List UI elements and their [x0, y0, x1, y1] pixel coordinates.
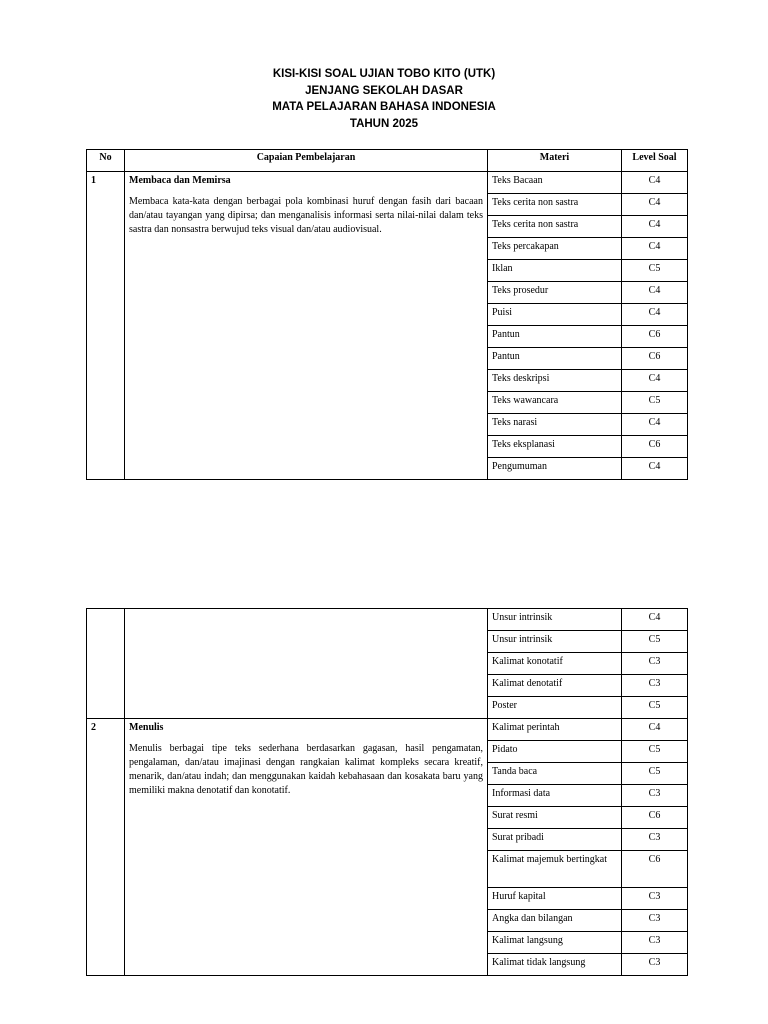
materi-cell: [488, 785, 622, 807]
materi-text: Kalimat denotatif: [492, 678, 563, 689]
materi-cell: [488, 609, 622, 631]
materi-text: Pidato: [492, 744, 518, 755]
capaian-cell: [125, 609, 488, 719]
materi-text: Puisi: [492, 307, 513, 318]
materi-cell: [488, 238, 622, 260]
materi-text: Teks Bacaan: [492, 175, 543, 186]
materi-text: Surat resmi: [492, 810, 538, 821]
column-header-no: No: [87, 150, 125, 172]
materi-cell: [488, 932, 622, 954]
level-cell: C4: [622, 370, 688, 392]
kisi-kisi-table-page-2: [86, 608, 688, 976]
materi-cell: [488, 194, 622, 216]
materi-text: Unsur intrinsik: [492, 612, 553, 623]
level-cell: C6: [622, 348, 688, 370]
materi-text: Pantun: [492, 329, 520, 340]
materi-text: Kalimat majemuk bertingkat: [492, 854, 607, 865]
materi-text: Kalimat perintah: [492, 722, 560, 733]
materi-text: Teks deskripsi: [492, 373, 550, 384]
materi-text: Angka dan bilangan: [492, 913, 573, 924]
materi-text: Unsur intrinsik: [492, 634, 553, 645]
heading-subject: MATA PELAJARAN BAHASA INDONESIA: [272, 101, 496, 113]
materi-text: Tanda baca: [492, 766, 538, 777]
table-row: [87, 719, 688, 741]
table-header-row: [87, 150, 688, 172]
materi-cell: [488, 458, 622, 480]
capaian-cell: [125, 719, 488, 976]
level-cell: C3: [622, 785, 688, 807]
level-cell: C4: [622, 719, 688, 741]
level-cell: C5: [622, 392, 688, 414]
materi-cell: [488, 719, 622, 741]
materi-text: Teks percakapan: [492, 241, 559, 252]
materi-text: Pengumuman: [492, 461, 547, 472]
capaian-description: Membaca kata-kata dengan berbagai pola kombinasi huruf dengan fasih dari bacaan dan/atau tayangan yang dipirsa; dan menganalisis informasi serta nilai-nilai dalam teks sastra dan nonsastra berwujud teks visual dan/atau audiovisual.: [129, 196, 483, 235]
heading-title: KISI-KISI SOAL UJIAN TOBO KITO (UTK): [272, 68, 496, 80]
level-cell: C6: [622, 851, 688, 888]
level-cell: C4: [622, 304, 688, 326]
level-cell: C5: [622, 697, 688, 719]
materi-text: Iklan: [492, 263, 513, 274]
table-row: [87, 172, 688, 194]
materi-cell: [488, 172, 622, 194]
materi-cell: [488, 216, 622, 238]
kisi-kisi-table-page-1: [86, 149, 688, 480]
materi-text: Poster: [492, 700, 517, 711]
level-cell: C5: [622, 631, 688, 653]
level-cell: C4: [622, 414, 688, 436]
capaian-cell: [125, 172, 488, 480]
capaian-title: Membaca dan Memirsa: [129, 175, 231, 186]
heading-level: JENJANG SEKOLAH DASAR: [305, 84, 463, 97]
materi-cell: [488, 910, 622, 932]
materi-text: Teks cerita non sastra: [492, 197, 579, 208]
level-cell: C6: [622, 807, 688, 829]
level-cell: C4: [622, 609, 688, 631]
materi-cell: [488, 697, 622, 719]
column-header-level: Level Soal: [622, 150, 688, 172]
materi-cell: [488, 326, 622, 348]
materi-text: Teks prosedur: [492, 285, 549, 296]
level-cell: C3: [622, 675, 688, 697]
materi-text: Pantun: [492, 351, 520, 362]
materi-cell: [488, 741, 622, 763]
level-cell: C4: [622, 172, 688, 194]
level-cell: C3: [622, 888, 688, 910]
level-cell: C4: [622, 282, 688, 304]
level-cell: C4: [622, 458, 688, 480]
level-cell: C5: [622, 763, 688, 785]
level-cell: C5: [622, 741, 688, 763]
materi-cell: [488, 370, 622, 392]
materi-cell: [488, 807, 622, 829]
materi-cell: [488, 436, 622, 458]
level-cell: C4: [622, 194, 688, 216]
materi-text: Kalimat tidak langsung: [492, 957, 586, 968]
materi-cell: [488, 653, 622, 675]
materi-cell: [488, 392, 622, 414]
document-heading: [0, 66, 768, 132]
level-cell: C3: [622, 653, 688, 675]
materi-text: Kalimat konotatif: [492, 656, 563, 667]
column-header-materi: Materi: [488, 150, 622, 172]
section-number: 1: [87, 172, 125, 480]
level-cell: C6: [622, 326, 688, 348]
table-row: [87, 609, 688, 631]
heading-year: TAHUN 2025: [349, 117, 419, 130]
level-cell: C6: [622, 436, 688, 458]
materi-cell: [488, 675, 622, 697]
materi-text: Teks eksplanasi: [492, 439, 555, 450]
materi-cell: [488, 631, 622, 653]
materi-cell: [488, 888, 622, 910]
materi-cell: [488, 829, 622, 851]
materi-cell: [488, 763, 622, 785]
materi-text: Teks cerita non sastra: [492, 219, 579, 230]
materi-text: Teks wawancara: [492, 395, 559, 406]
level-cell: C3: [622, 954, 688, 976]
materi-text: Teks narasi: [492, 417, 538, 428]
section-number: 2: [87, 719, 125, 976]
level-cell: C4: [622, 238, 688, 260]
materi-cell: [488, 348, 622, 370]
capaian-title: Menulis: [129, 722, 164, 733]
level-cell: C3: [622, 910, 688, 932]
materi-text: Surat pribadi: [492, 832, 544, 843]
materi-cell: [488, 414, 622, 436]
level-cell: C3: [622, 932, 688, 954]
materi-cell: [488, 282, 622, 304]
materi-text: Informasi data: [492, 788, 551, 799]
materi-text: Kalimat langsung: [492, 935, 563, 946]
level-cell: C4: [622, 216, 688, 238]
level-cell: C3: [622, 829, 688, 851]
materi-text: Huruf kapital: [492, 891, 546, 902]
materi-cell: [488, 260, 622, 282]
materi-cell: [488, 851, 622, 888]
column-header-capaian: Capaian Pembelajaran: [125, 150, 488, 172]
level-cell: C5: [622, 260, 688, 282]
materi-cell: [488, 304, 622, 326]
materi-cell: [488, 954, 622, 976]
capaian-description: Menulis berbagai tipe teks sederhana berdasarkan gagasan, hasil pengamatan, pengalaman, dan/atau imajinasi dengan rangkaian kalimat kompleks secara kreatif, menarik, dan/atau indah; dan menggunakan kaidah kebahasaan dan kosakata baru yang memiliki makna denotatif dan konotatif.: [129, 743, 483, 796]
section-number: [87, 609, 125, 719]
